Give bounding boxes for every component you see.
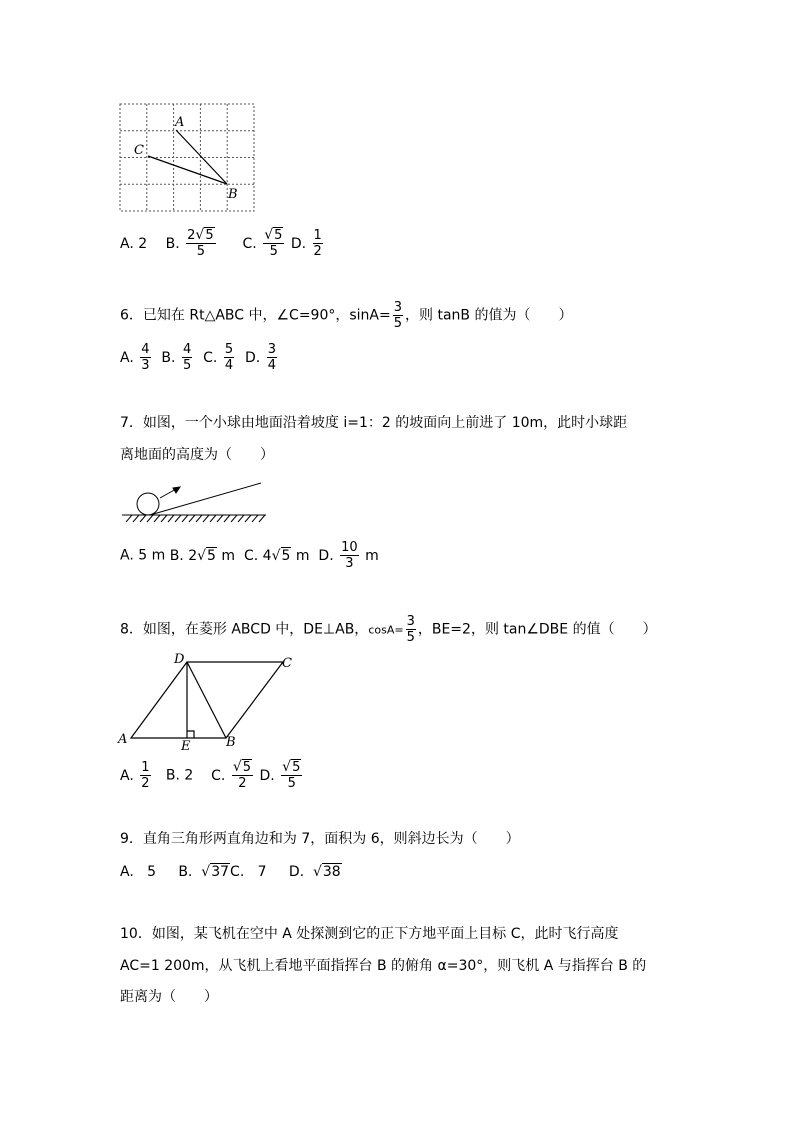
q6-options [120, 342, 279, 373]
q7-option-d[interactable]: D. $\frac{10}{3}$ m [318, 540, 379, 571]
q10-stem-line3: 距离为（ ） [120, 989, 218, 1005]
q9-stem: 9．直角三角形两直角边和为 7，面积为 6，则斜边长为（ ） [120, 831, 520, 847]
q5-label-b: B [228, 187, 238, 202]
q8-options [120, 760, 304, 791]
q9-option-b[interactable]: B. √37 [178, 864, 230, 880]
q8-label-b: B [226, 735, 236, 750]
q6-stem: 6．已知在 Rt△ABC 中，∠C=90°，sinA= $\frac{3}{5}$ ，则 tanB 的值为（ ） [120, 300, 573, 331]
q6-option-c[interactable]: C. $\frac{5}{4}$ [203, 342, 234, 373]
q9-options [120, 862, 342, 882]
q7-slope-figure [120, 478, 270, 526]
q8-option-a[interactable]: A. $\frac{1}{2}$ [120, 760, 150, 791]
q7-option-c[interactable]: C. 4√5 m [243, 547, 310, 564]
q5-option-b[interactable]: B. $\frac{2√5}{5}$ [165, 227, 214, 259]
q7-ball [137, 493, 159, 515]
q6-option-a[interactable]: A. $\frac{4}{3}$ [120, 342, 150, 373]
q5-option-a[interactable]: A. 2 [120, 235, 148, 252]
q8-option-b[interactable]: B. 2 [165, 767, 194, 784]
q10-stem-line1: 10．如图，某飞机在空中 A 处探测到它的正下方地平面上目标 C，此时飞行高度 [120, 926, 619, 942]
q9-option-d[interactable]: D. √38 [288, 864, 341, 880]
q5-option-d[interactable]: D. $\frac{1}{2}$ [290, 228, 322, 259]
q5-option-c[interactable]: C. $\frac{√5}{5}$ [242, 227, 283, 259]
q5-label-c: C [134, 143, 144, 158]
q6-option-d[interactable]: D. $\frac{3}{4}$ [245, 342, 276, 373]
q7-option-a[interactable]: A. 5 m [120, 547, 166, 564]
q8-label-a: A [118, 732, 128, 747]
q7-stem-line2: 离地面的高度为（ ） [120, 447, 274, 463]
q8-label-c: C [282, 656, 292, 671]
q7-stem-line1: 7．如图，一个小球由地面沿着坡度 i=1：2 的坡面向上前进了 10m，此时小球距 [120, 415, 628, 431]
q5-label-a: A [175, 115, 185, 130]
q8-option-d[interactable]: D. $\frac{√5}{5}$ [259, 759, 301, 791]
q8-label-e: E [181, 739, 191, 754]
q7-options [120, 540, 379, 571]
q6-option-b[interactable]: B. $\frac{4}{5}$ [161, 342, 192, 373]
q8-stem: 8．如图，在菱形 ABCD 中，DE⊥AB，cosA= $\frac{3}{5}$ ，BE=2，则 tan∠DBE 的值（ ） [120, 614, 657, 645]
q8-label-d: D [174, 652, 185, 667]
q10-stem-line2: AC=1 200m，从飞机上看地平面指挥台 B 的俯角 α=30°，则飞机 A 与指挥台 B 的 [120, 958, 647, 974]
q8-option-c[interactable]: C. $\frac{√5}{2}$ [211, 759, 252, 791]
q9-option-a[interactable]: A. 5 [120, 864, 157, 880]
q5-grid-figure [118, 102, 258, 214]
q5-options [120, 228, 325, 259]
q9-option-c[interactable]: C. 7 [230, 864, 267, 880]
q8-rhombus-figure [116, 650, 306, 755]
q7-option-b[interactable]: B. 2√5 m [169, 547, 236, 564]
